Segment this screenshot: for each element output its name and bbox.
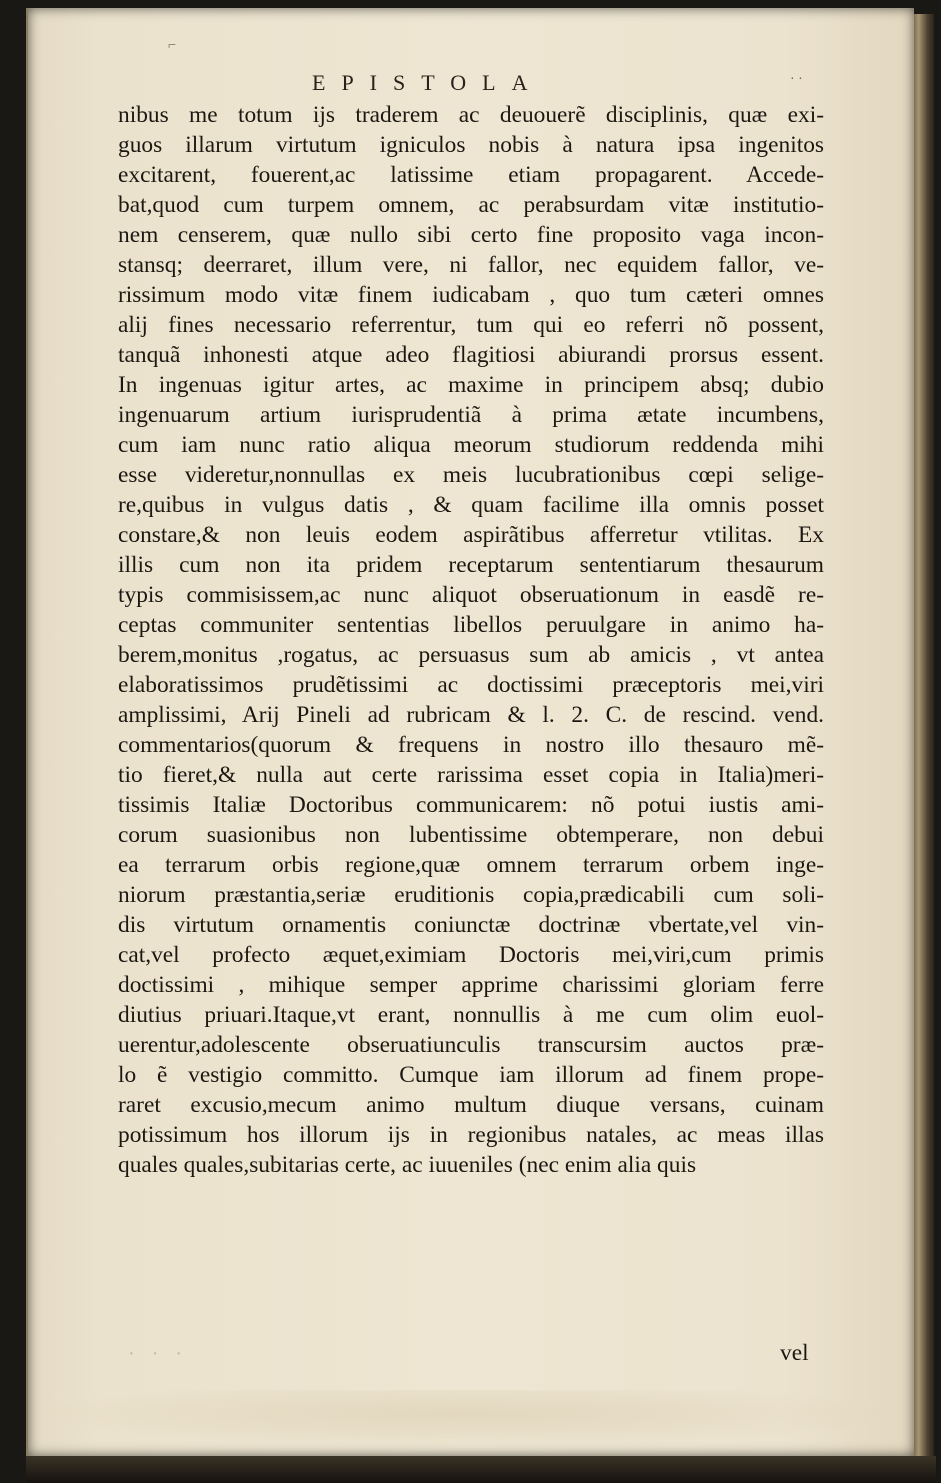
text-line: ea terrarum orbis regione,quæ omnem terrarum orbem inge- bbox=[118, 852, 824, 878]
text-line: diutius priuari.Itaque,vt erant, nonnullis à me cum olim euol- bbox=[118, 1002, 824, 1028]
text-line: cat,vel profecto æquet,eximiam Doctoris mei,viri,cum primis bbox=[118, 942, 824, 968]
text-line: tio fieret,& nulla aut certe rarissima esset copia in Italia)meri- bbox=[118, 762, 824, 788]
text-line: cum iam nunc ratio aliqua meorum studiorum reddenda mihi bbox=[118, 432, 824, 458]
show-through-marks: · · · bbox=[128, 1343, 188, 1365]
text-line: guos illarum virtutum igniculos nobis à natura ipsa ingenitos bbox=[118, 132, 824, 158]
text-line: illis cum non ita pridem receptarum sententiarum thesaurum bbox=[118, 552, 824, 578]
margin-dots: · · bbox=[790, 72, 803, 87]
text-line: doctissimi , mihique semper apprime charissimi gloriam ferre bbox=[118, 972, 824, 998]
text-line: commentarios(quorum & frequens in nostro illo thesauro mẽ- bbox=[118, 732, 824, 758]
text-line: nem censerem, quæ nullo sibi certo fine proposito vaga incon- bbox=[118, 222, 824, 248]
text-line: tissimis Italiæ Doctoribus communicarem: nõ potui iustis ami- bbox=[118, 792, 824, 818]
binding-bottom bbox=[26, 1456, 936, 1483]
text-line: tanquã inhonesti atque adeo flagitiosi abiurandi prorsus essent. bbox=[118, 342, 824, 368]
text-line: ingenuarum artium iurisprudentiã à prima ætate incumbens, bbox=[118, 402, 824, 428]
text-line: corum suasionibus non lubentissime obtemperare, non debui bbox=[118, 822, 824, 848]
text-line: nibus me totum ijs traderem ac deuouerẽ disciplinis, quæ exi- bbox=[118, 102, 824, 128]
text-line: niorum præstantia,seriæ eruditionis copia,prædicabili cum soli- bbox=[118, 882, 824, 908]
running-head: EPISTOLA bbox=[312, 70, 544, 95]
text-line: elaboratissimos prudẽtissimi ac doctissimi præceptoris mei,viri bbox=[118, 672, 824, 698]
text-line: berem,monitus ,rogatus, ac persuasus sum ab amicis , vt antea bbox=[118, 642, 824, 668]
body-text bbox=[118, 100, 824, 1180]
text-line: amplissimi, Arij Pineli ad rubricam & l. 2. C. de rescind. vend. bbox=[118, 702, 824, 728]
text-line: stansq; deerraret, illum vere, ni fallor, nec equidem fallor, ve- bbox=[118, 252, 824, 278]
text-line: excitarent, fouerent,ac latissime etiam propagarent. Accede- bbox=[118, 162, 824, 188]
text-line: alij fines necessario referrentur, tum qui eo referri nõ possent, bbox=[118, 312, 824, 338]
catchword: vel bbox=[780, 1340, 809, 1366]
text-line: esse videretur,nonnullas ex meis lucubrationibus cœpi selige- bbox=[118, 462, 824, 488]
corner-mark: ⌐ bbox=[168, 36, 177, 52]
text-line: ceptas communiter sententias libellos peruulgare in animo ha- bbox=[118, 612, 824, 638]
text-line: uerentur,adolescente obseruatiunculis transcursim auctos præ- bbox=[118, 1032, 824, 1058]
text-line: dis virtutum ornamentis coniunctæ doctrinæ vbertate,vel vin- bbox=[118, 912, 824, 938]
paper-stain bbox=[32, 1390, 892, 1450]
text-line: re,quibus in vulgus datis , & quam facilime illa omnis posset bbox=[118, 492, 824, 518]
book-fore-edge bbox=[912, 14, 934, 1460]
text-line: In ingenuas igitur artes, ac maxime in principem absq; dubio bbox=[118, 372, 824, 398]
text-line: potissimum hos illorum ijs in regionibus natales, ac meas illas bbox=[118, 1122, 824, 1148]
text-line: constare,& non leuis eodem aspirãtibus afferretur vtilitas. Ex bbox=[118, 522, 824, 548]
text-line: quales quales,subitarias certe, ac iuueniles (nec enim alia quis bbox=[118, 1152, 697, 1178]
text-line: lo ẽ vestigio committo. Cumque iam illorum ad finem prope- bbox=[118, 1062, 824, 1088]
text-line: bat,quod cum turpem omnem, ac perabsurdam vitæ institutio- bbox=[118, 192, 824, 218]
text-line: rissimum modo vitæ finem iudicabam , quo tum cæteri omnes bbox=[118, 282, 824, 308]
text-line: raret excusio,mecum animo multum diuque versans, cuinam bbox=[118, 1092, 824, 1118]
text-line: typis commisissem,ac nunc aliquot obseruationum in easdẽ re- bbox=[118, 582, 824, 608]
